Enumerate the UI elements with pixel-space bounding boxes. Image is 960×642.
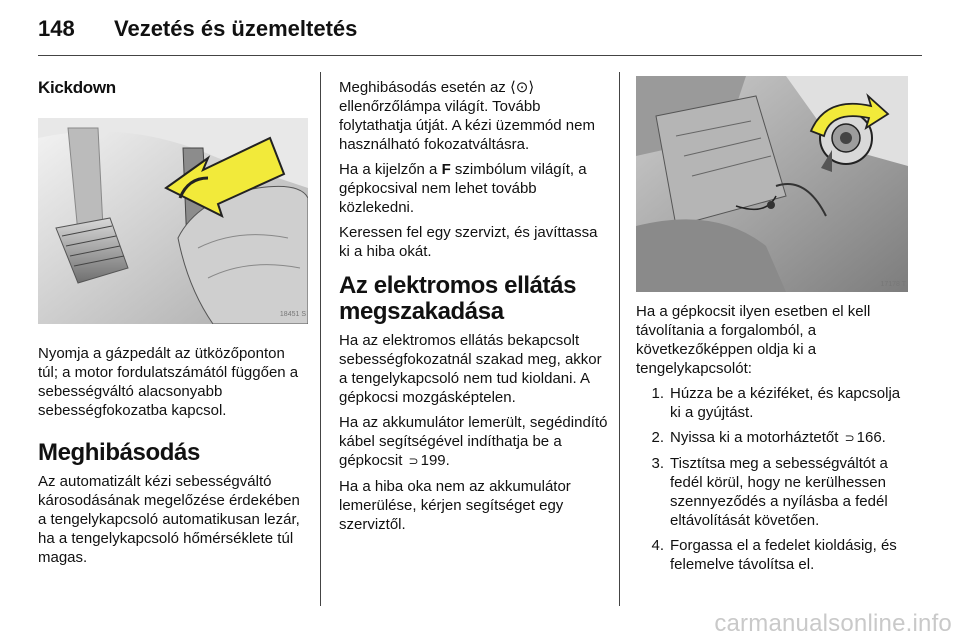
step-number: 2.	[651, 429, 664, 446]
step-text-after: .	[881, 429, 886, 446]
ref-arrow-icon: ⊃	[408, 454, 419, 468]
fault-para-2-before: Ha a kijelzőn a	[339, 161, 442, 178]
steps-list	[636, 384, 908, 574]
power-para-2-after: .	[445, 452, 450, 469]
fault-para-1: Meghibásodás esetén az ⟨⊙⟩ ellenőrzőlámpa világít. Tovább folytathatja útját. A kézi üzemmód nem használható fokozatváltásra.	[339, 79, 595, 153]
figure-number: 17178 T	[880, 281, 906, 288]
list-item	[636, 454, 908, 530]
fault-para-2-after: szimbólum világít, a gépkocsival nem lehet tovább közlekedni.	[339, 161, 587, 216]
power-para-1: Ha az elektromos ellátás bekapcsolt sebességfokozatnál szakad meg, akkor a tengelykapcsoló nem tud kioldani. A gépkocsi mozgásképtelen.	[339, 332, 602, 406]
step-number: 1.	[651, 385, 664, 402]
power-para-2	[339, 413, 609, 471]
list-item	[636, 428, 908, 448]
step-number: 3.	[651, 455, 664, 472]
column-divider-2	[619, 72, 620, 606]
column-1	[38, 70, 308, 567]
fault-para-3: Keressen fel egy szervizt, és javíttassa ki a hiba okát.	[339, 224, 598, 260]
step-text: Tisztítsa meg a sebességváltót a fedél körül, hogy ne kerülhessen szennyeződés a nyílásba a fedél eltávolítását követően.	[670, 455, 888, 529]
list-item	[636, 536, 908, 574]
heading-fault: Meghibásodás	[38, 439, 200, 466]
running-title: Vezetés és üzemeltetés	[114, 16, 358, 41]
pedal-illustration	[38, 118, 308, 324]
intro-text: Ha a gépkocsit ilyen esetben el kell távolítania a forgalomból, a következőképpen oldja ki a tengelykapcsolót:	[636, 303, 871, 377]
power-para-2-ref[interactable]: 199	[420, 452, 446, 469]
page-number: 148	[38, 16, 75, 41]
page-header	[38, 16, 357, 46]
engine-bay-illustration	[636, 76, 908, 292]
power-para-2-before: Ha az akkumulátor lemerült, segédindító kábel segítségével indíthatja be a gépkocsit	[339, 414, 608, 469]
kickdown-text: Nyomja a gázpedált az ütközőponton túl; a motor fordulatszámától függően a sebességváltó alacsonyabb sebességfokozatba kapcsol.	[38, 345, 299, 419]
column-2	[339, 78, 609, 534]
fault-para-2	[339, 160, 609, 217]
heading-kickdown: Kickdown	[38, 78, 116, 97]
fault-symbol-f: F	[441, 161, 451, 178]
heading-power-failure: Az elektromos ellátás megszakadása	[339, 272, 577, 325]
step-text: Forgassa el a fedelet kioldásig, és felemelve távolítsa el.	[670, 537, 897, 573]
ref-arrow-icon: ⊃	[844, 431, 855, 445]
list-item	[636, 384, 908, 422]
step-text-before: Nyissa ki a motorháztetőt	[670, 429, 843, 446]
figure-number: 18451 S	[279, 311, 306, 318]
figure-gearbox-cover	[636, 76, 908, 292]
step-ref[interactable]: 166	[856, 429, 882, 446]
step-text	[670, 428, 886, 448]
fault-text: Az automatizált kézi sebességváltó károsodásának megelőzése érdekében a tengelykapcsoló automatikusan lezár, ha a tengelykapcsoló hőmérséklete túl magas.	[38, 473, 300, 566]
header-rule	[38, 55, 922, 56]
column-3	[636, 70, 908, 574]
step-text: Húzza be a kéziféket, és kapcsolja ki a gyújtást.	[670, 385, 901, 421]
figure-kickdown-pedal	[38, 118, 308, 324]
column-divider-1	[320, 72, 321, 606]
watermark: carmanualsonline.info	[714, 610, 952, 637]
power-para-3: Ha a hiba oka nem az akkumulátor lemerülése, kérjen segítséget egy szerviztől.	[339, 478, 571, 533]
step-number: 4.	[651, 537, 664, 554]
